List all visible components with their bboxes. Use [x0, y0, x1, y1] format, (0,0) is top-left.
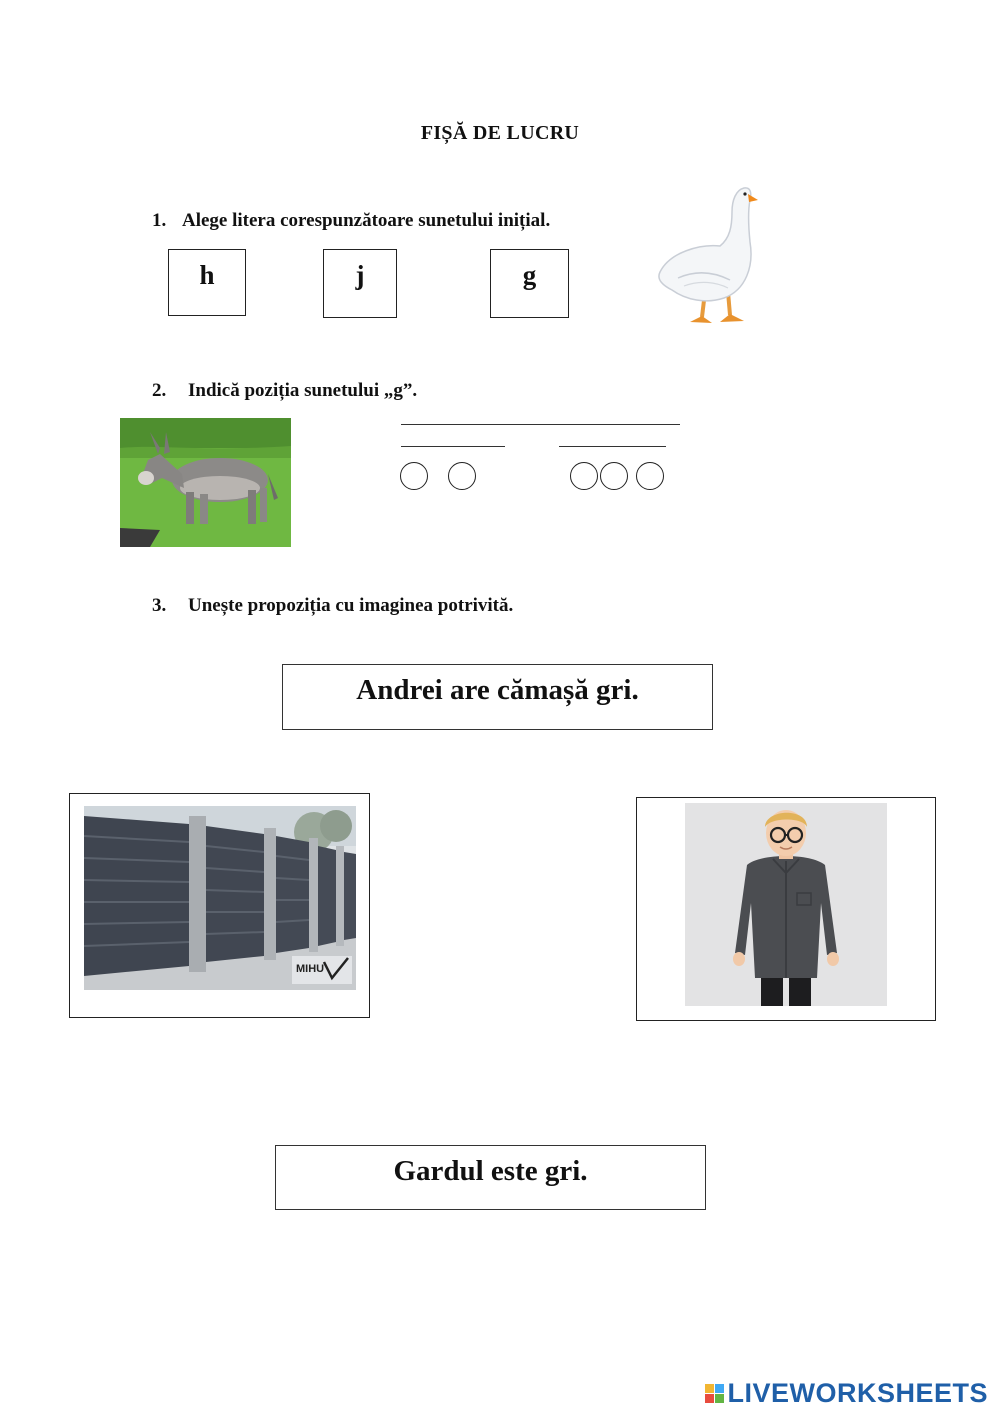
sound-circle[interactable]	[400, 462, 428, 490]
boy-image	[685, 803, 887, 1006]
question-2-text: Indică poziția sunetului „g”.	[188, 380, 418, 401]
fence-card[interactable]	[69, 793, 370, 1018]
letter-option-j[interactable]: j	[323, 249, 397, 318]
sound-circle[interactable]	[448, 462, 476, 490]
syllable-line-1[interactable]	[401, 446, 505, 447]
syllable-line-2[interactable]	[559, 446, 666, 447]
letter-option-h[interactable]: h	[168, 249, 246, 316]
question-1-text: Alege litera corespunzătoare sunetului inițial.	[182, 210, 551, 231]
sentence-card-andrei[interactable]: Andrei are cămașă gri.	[282, 664, 713, 730]
question-3-number: 3.	[152, 595, 167, 616]
sentence-card-gardul[interactable]: Gardul este gri.	[275, 1145, 706, 1210]
sound-circle[interactable]	[636, 462, 664, 490]
letter-option-g[interactable]: g	[490, 249, 569, 318]
donkey-image	[120, 418, 291, 547]
boy-card[interactable]	[636, 797, 936, 1021]
page-title: FIȘĂ DE LUCRU	[420, 122, 580, 144]
fence-image	[84, 806, 356, 990]
question-2-number: 2.	[152, 380, 167, 401]
goose-image	[650, 182, 760, 332]
question-1-number: 1.	[152, 210, 167, 231]
liveworksheets-logo-icon	[705, 1384, 724, 1403]
question-1	[152, 210, 550, 232]
question-2	[152, 380, 417, 402]
sound-circle[interactable]	[570, 462, 598, 490]
fence-logo-text: MIHU	[296, 963, 325, 975]
question-3	[152, 595, 513, 617]
question-3-text: Unește propoziția cu imaginea potrivită.	[188, 595, 514, 616]
word-line[interactable]	[401, 424, 680, 425]
brand-text: LIVEWORKSHEETS	[727, 1378, 988, 1408]
sound-circle[interactable]	[600, 462, 628, 490]
liveworksheets-brand	[705, 1378, 988, 1409]
